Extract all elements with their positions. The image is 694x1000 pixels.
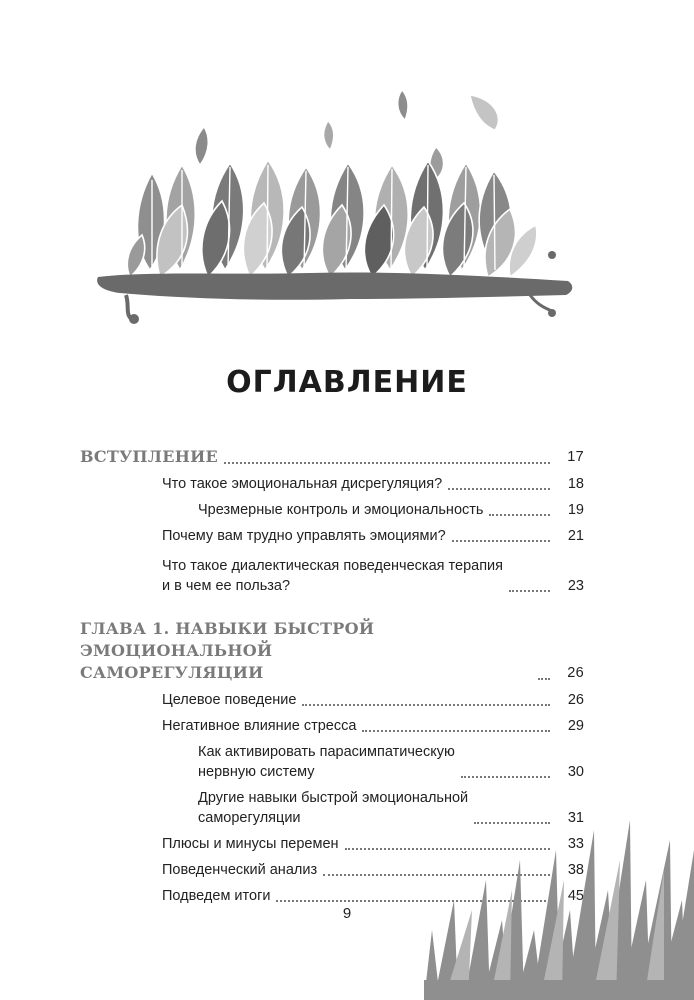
toc-entry-text: Что такое диалектическая поведенческая терапия и в чем ее польза?: [162, 558, 503, 594]
toc-page-number: 21: [567, 528, 584, 544]
toc-page-number: 38: [567, 862, 584, 878]
toc-entry-text: ГЛАВА 1. НАВЫКИ БЫСТРОЙ ЭМОЦИОНАЛЬНОЙ САМОРЕГУЛЯЦИИ: [80, 619, 375, 682]
toc-leader: [509, 590, 550, 592]
toc-leader: [448, 488, 550, 490]
toc-page-number: 26: [567, 692, 584, 708]
toc-entry[interactable]: [80, 690, 584, 710]
toc-leader: [538, 678, 550, 680]
toc-entry-text: Другие навыки быстрой эмоциональной саморегуляции: [198, 790, 469, 826]
toc-leader: [461, 776, 550, 778]
toc-entry-text: Подведем итоги: [162, 888, 271, 904]
toc-page-number: 33: [567, 836, 584, 852]
toc-entry-text: Почему вам трудно управлять эмоциями?: [162, 528, 446, 544]
toc-entry-text: ВСТУПЛЕНИЕ: [80, 447, 219, 466]
toc-page-number: 23: [567, 578, 584, 594]
toc-entry-text: Чрезмерные контроль и эмоциональность: [198, 502, 484, 518]
toc-entry[interactable]: [80, 716, 584, 736]
toc-entry[interactable]: [80, 474, 584, 494]
page-title: ОГЛАВЛЕНИЕ: [226, 365, 468, 401]
toc-entry[interactable]: [80, 446, 584, 468]
toc-page-number: 17: [567, 449, 584, 465]
toc-page-number: 18: [567, 476, 584, 492]
toc-entry-text: Плюсы и минусы перемен: [162, 836, 339, 852]
toc-entry-text: Поведенческий анализ: [162, 862, 318, 878]
toc-entry[interactable]: [80, 526, 584, 546]
toc-leader: [489, 514, 550, 516]
toc-page-number: 19: [567, 502, 584, 518]
grass-illustration: [424, 810, 694, 1000]
toc-entry-text: Как активировать парасимпатическую нервную систему: [198, 744, 455, 780]
toc-entry-text: Негативное влияние стресса: [162, 718, 357, 734]
toc-leader: [302, 704, 550, 706]
toc-entry[interactable]: [80, 742, 584, 782]
toc-leader: [452, 540, 550, 542]
toc-entry[interactable]: [80, 500, 584, 520]
page-number: 9: [342, 905, 352, 922]
toc-page-number: 30: [567, 764, 584, 780]
toc-page-number: 26: [567, 665, 584, 681]
toc-page-number: 31: [567, 810, 584, 826]
toc-entry[interactable]: [80, 618, 584, 684]
leaves-illustration: [90, 85, 580, 330]
toc-leader: [362, 730, 550, 732]
toc-leader: [224, 462, 550, 464]
toc-page-number: 29: [567, 718, 584, 734]
toc-entry-text: Что такое эмоциональная дисрегуляция?: [162, 476, 443, 492]
toc-entry-text: Целевое поведение: [162, 692, 297, 708]
toc-page-number: 45: [567, 888, 584, 904]
toc-entry[interactable]: [80, 556, 584, 596]
